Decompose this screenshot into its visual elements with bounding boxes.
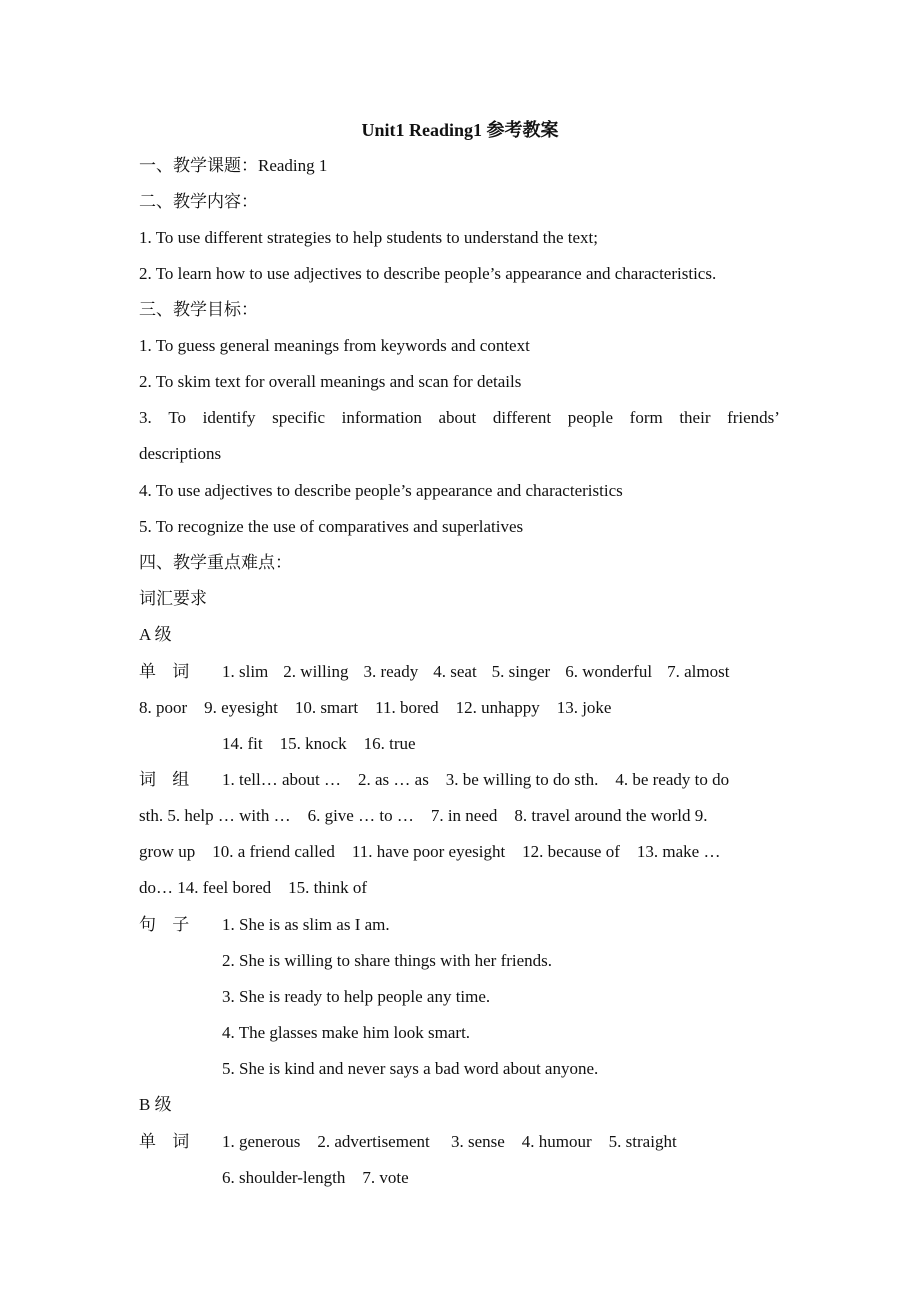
word: 3.: [139, 408, 152, 427]
goal-item-3: [139, 406, 780, 430]
word: their: [679, 408, 711, 427]
content-item-2: 2. To learn how to use adjectives to describe people’s appearance and characteristics.: [139, 264, 717, 283]
word: about: [438, 408, 477, 427]
content-item-1: 1. To use different strategies to help students to understand the text;: [139, 228, 598, 247]
level-a-words-line-1: [139, 660, 729, 684]
goal-item-4: 4. To use adjectives to describe people’s appearance and characteristics: [139, 481, 623, 500]
word-item: 3. ready: [363, 662, 419, 681]
word: people: [567, 408, 614, 427]
level-a-phrases-line-3: grow up 10. a friend called 11. have poor eyesight 12. because of 13. make …: [139, 842, 721, 861]
level-a-phrases-line-1: [139, 768, 729, 792]
phrases-label: 词 组: [139, 770, 196, 789]
word: identify: [202, 408, 256, 427]
words-label: 单 词: [139, 662, 196, 681]
section-content-heading: 二、教学内容：: [139, 192, 258, 211]
level-a-sentence-1-row: [139, 913, 390, 937]
sentence-item: 5. She is kind and never says a bad word about anyone.: [222, 1059, 599, 1078]
word-item: 6. wonderful: [565, 662, 653, 681]
word: information: [341, 408, 422, 427]
word: different: [492, 408, 552, 427]
word-item: 7. almost: [667, 662, 730, 681]
level-a-phrases-line-4: do… 14. feel bored 15. think of: [139, 878, 368, 897]
section-keypoints-heading: 四、教学重点难点：: [139, 553, 292, 572]
sentence-item: 3. She is ready to help people any time.: [222, 987, 491, 1006]
goal-item-5: 5. To recognize the use of comparatives and superlatives: [139, 517, 524, 536]
document-title: Unit1 Reading1 参考教案: [361, 120, 559, 140]
vocab-requirements: 词汇要求: [139, 589, 207, 608]
level-a-words-line-2: 8. poor 9. eyesight 10. smart 11. bored 12. unhappy 13. joke: [139, 698, 612, 717]
word: form: [629, 408, 663, 427]
goal-item-2: 2. To skim text for overall meanings and scan for details: [139, 372, 522, 391]
level-a-phrases-line-2: sth. 5. help … with … 6. give … to … 7. in need 8. travel around the world 9.: [139, 806, 708, 825]
goal-item-1: 1. To guess general meanings from keywords and context: [139, 336, 530, 355]
level-a-heading: A 级: [139, 625, 172, 644]
word: friends’: [727, 408, 780, 427]
word-item: 1. slim: [222, 662, 269, 681]
sentence-item: 2. She is willing to share things with her friends.: [222, 951, 553, 970]
word-item: 2. willing: [283, 662, 349, 681]
word-items: 1. generous 2. advertisement 3. sense 4. humour 5. straight: [222, 1132, 677, 1151]
word-item: 5. singer: [491, 662, 551, 681]
level-b-words-line-2: 6. shoulder-length 7. vote: [222, 1168, 409, 1187]
goal-item-3-continued: descriptions: [139, 444, 222, 463]
level-b-words-line-1: [139, 1130, 677, 1154]
level-a-words-line-3: 14. fit 15. knock 16. true: [222, 734, 416, 753]
word: specific: [272, 408, 326, 427]
sentences-label: 句 子: [139, 915, 196, 934]
sentence-item: 1. She is as slim as I am.: [222, 915, 390, 934]
section-goals-heading: 三、教学目标：: [139, 300, 258, 319]
words-label: 单 词: [139, 1132, 196, 1151]
word-item: 4. seat: [433, 662, 477, 681]
level-b-heading: B 级: [139, 1095, 172, 1114]
phrase-text: 1. tell… about … 2. as … as 3. be willing to do sth. 4. be ready to do: [222, 770, 730, 789]
section-topic: 一、教学课题：Reading 1: [139, 156, 328, 175]
sentence-item: 4. The glasses make him look smart.: [222, 1023, 471, 1042]
word: To: [168, 408, 187, 427]
